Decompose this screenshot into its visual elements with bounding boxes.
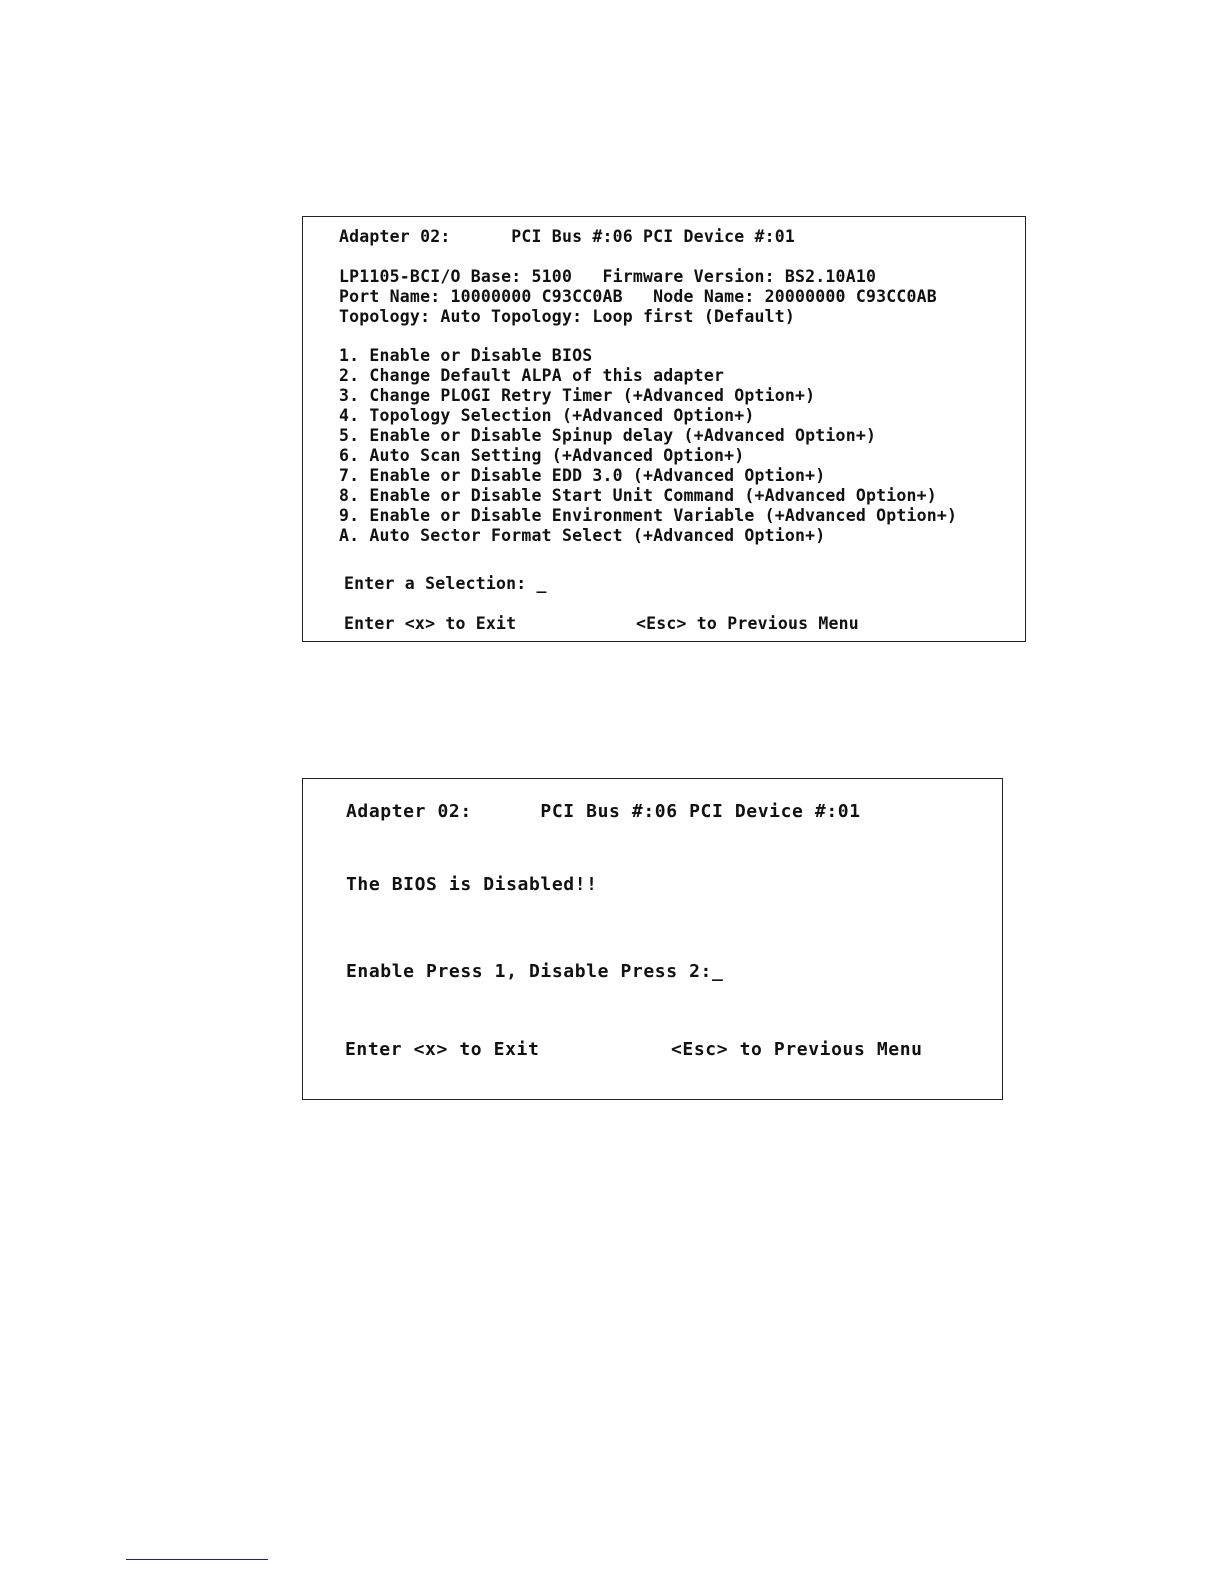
adapter-header: Adapter 02: PCI Bus #:06 PCI Device #:01 — [346, 801, 861, 822]
adapter-info-port-node: Port Name: 10000000 C93CC0AB Node Name: 20000000 C93CC0AB — [339, 287, 937, 306]
footnote-separator — [126, 1559, 268, 1560]
adapter-settings-screen — [302, 216, 1026, 642]
enable-disable-prompt-input[interactable]: Enable Press 1, Disable Press 2:_ — [346, 961, 724, 982]
previous-menu-hint: <Esc> to Previous Menu — [671, 1039, 923, 1060]
menu-item-spinup-delay[interactable]: 5. Enable or Disable Spinup delay (+Advanced Option+) — [339, 426, 877, 445]
menu-item-auto-scan-setting[interactable]: 6. Auto Scan Setting (+Advanced Option+) — [339, 446, 745, 465]
adapter-header: Adapter 02: PCI Bus #:06 PCI Device #:01 — [339, 227, 796, 246]
menu-item-plogi-retry-timer[interactable]: 3. Change PLOGI Retry Timer (+Advanced Option+) — [339, 386, 816, 405]
exit-hint: Enter <x> to Exit — [344, 614, 517, 633]
menu-item-enable-disable-bios[interactable]: 1. Enable or Disable BIOS — [339, 346, 593, 365]
menu-item-start-unit-command[interactable]: 8. Enable or Disable Start Unit Command (+Advanced Option+) — [339, 486, 937, 505]
menu-item-topology-selection[interactable]: 4. Topology Selection (+Advanced Option+) — [339, 406, 755, 425]
selection-prompt-input[interactable]: Enter a Selection: _ — [344, 574, 547, 593]
adapter-info-topology: Topology: Auto Topology: Loop first (Default) — [339, 307, 796, 326]
bios-toggle-screen — [302, 778, 1003, 1100]
menu-item-edd-3[interactable]: 7. Enable or Disable EDD 3.0 (+Advanced Option+) — [339, 466, 826, 485]
menu-item-auto-sector-format[interactable]: A. Auto Sector Format Select (+Advanced Option+) — [339, 526, 826, 545]
adapter-info-base-firmware: LP1105-BCI/O Base: 5100 Firmware Version: BS2.10A10 — [339, 267, 877, 286]
menu-item-change-default-alpa[interactable]: 2. Change Default ALPA of this adapter — [339, 366, 725, 385]
menu-item-environment-variable[interactable]: 9. Enable or Disable Environment Variable (+Advanced Option+) — [339, 506, 958, 525]
previous-menu-hint: <Esc> to Previous Menu — [636, 614, 859, 633]
bios-status-message: The BIOS is Disabled!! — [346, 874, 598, 895]
exit-hint: Enter <x> to Exit — [345, 1039, 540, 1060]
